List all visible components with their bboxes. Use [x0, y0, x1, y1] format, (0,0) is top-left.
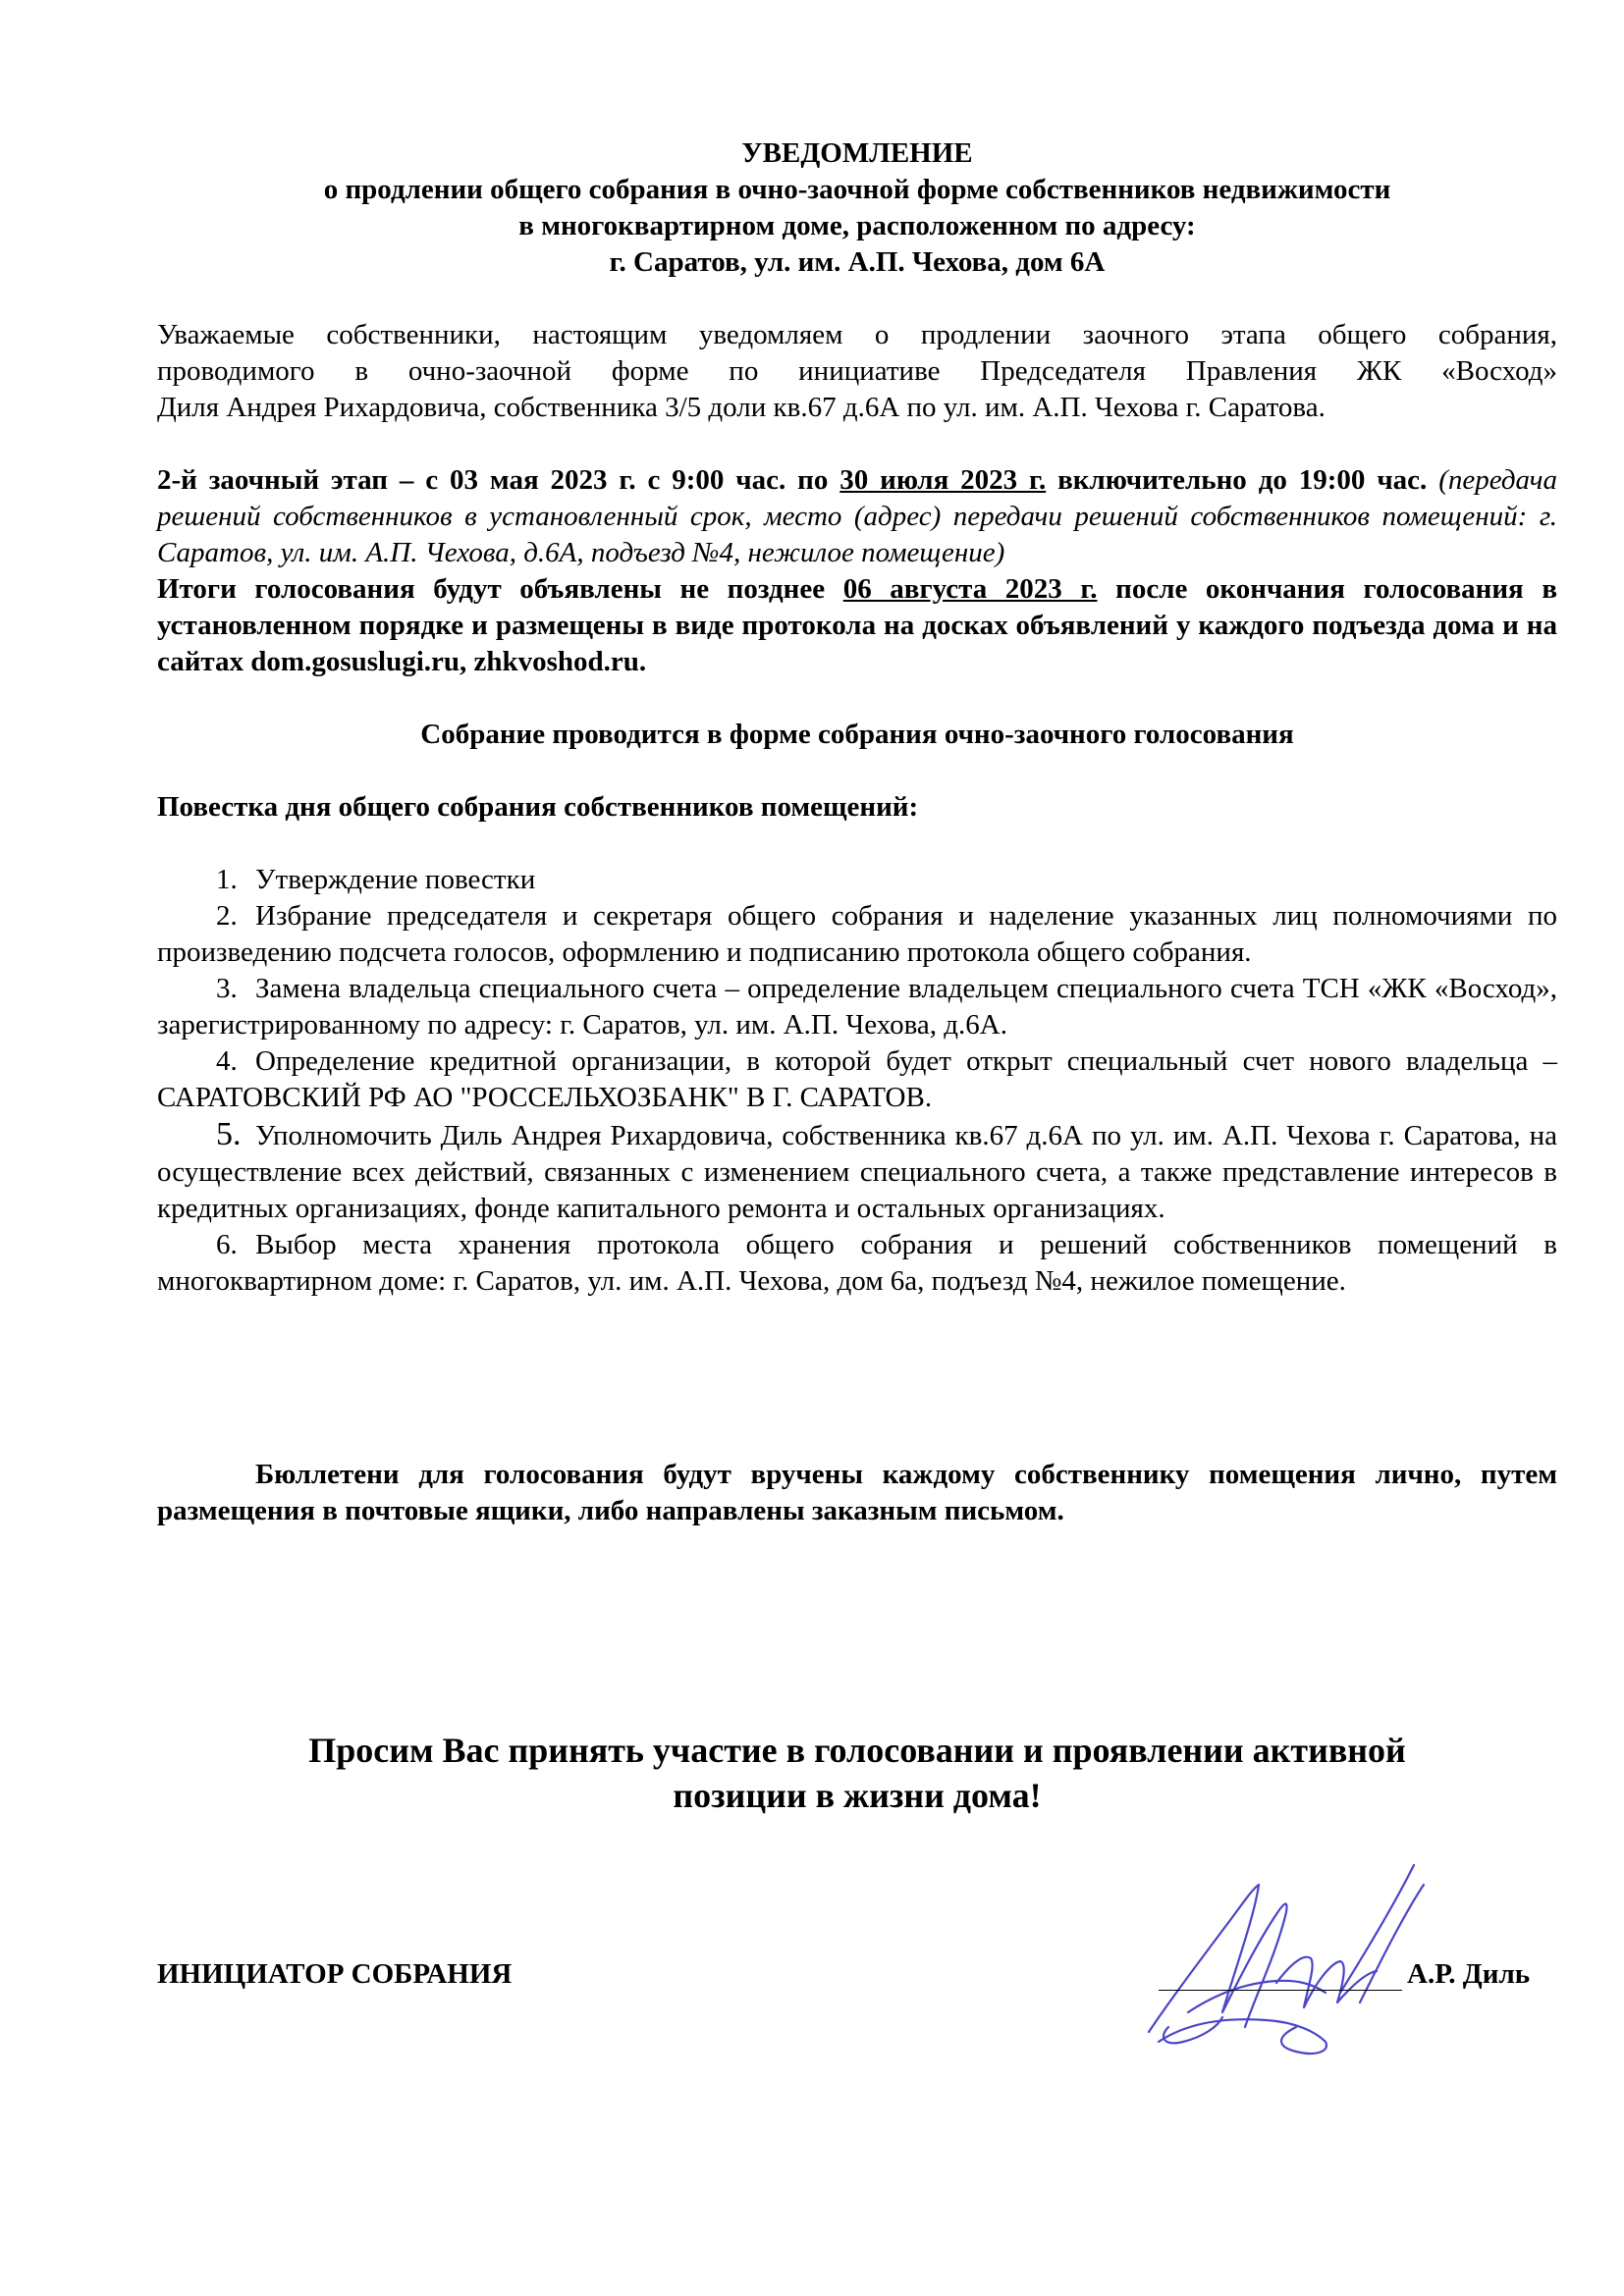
stage-paragraph: [157, 462, 1557, 571]
agenda-item-number: 3.: [216, 973, 238, 1004]
stage-end-date: 30 июля 2023 г.: [839, 464, 1047, 496]
agenda-item-number: 6.: [216, 1229, 238, 1260]
results-text-start: Итоги голосования будут объявлены не позднее: [157, 573, 843, 605]
signature-line: [1159, 1990, 1402, 1991]
intro-line-3: Диля Андрея Рихардовича, собственника 3/5 доли кв.67 д.6А по ул. им. А.П. Чехова г. Саратова.: [157, 392, 1326, 423]
agenda-item-text: Утверждение повестки: [255, 864, 536, 895]
title-address: г. Саратов, ул. им. А.П. Чехова, дом 6А: [609, 246, 1106, 278]
appeal-block: [157, 1728, 1557, 1818]
initiator-label: ИНИЦИАТОР СОБРАНИЯ: [157, 1958, 513, 1990]
results-date: 06 августа 2023 г.: [842, 573, 1098, 605]
stage-period-text: 2-й заочный этап – с 03 мая 2023 г. с 9:00 час. по: [157, 464, 840, 496]
title-subheading-line-1: о продлении общего собрания в очно-заочной форме собственников недвижимости: [323, 174, 1391, 205]
document-title: [157, 135, 1557, 281]
results-text-end: после окончания голосования в установленном порядке и размещены в виде протокола на досках объявлений у каждого подъезда дома и на сайтах dom.gosuslugi.ru, zhkvoshod.ru.: [157, 573, 1557, 677]
agenda-item-6: [157, 1227, 1557, 1300]
intro-line-2: проводимого в очно-заочной форме по инициативе Председателя Правления ЖК «Восход»: [157, 355, 1557, 387]
results-paragraph: [157, 571, 1557, 680]
agenda-item-number: 1.: [216, 864, 238, 895]
intro-paragraph: [157, 317, 1557, 426]
stage-end-time: включительно до 19:00 час.: [1046, 464, 1428, 496]
agenda-item-number: 2.: [216, 900, 238, 932]
meeting-form-heading: Собрание проводится в форме собрания очно-заочного голосования: [420, 719, 1294, 750]
agenda-item-text: Замена владельца специального счета – определение владельцем специального счета ТСН «ЖК «Восход», зарегистрированному по адресу: г. Саратов, ул. им. А.П. Чехова, д.6А.: [157, 973, 1557, 1041]
signatory-name: А.Р. Диль: [1407, 1958, 1531, 1990]
bulletins-paragraph: Бюллетени для голосования будут вручены каждому собственнику помещения лично, путем размещения в почтовые ящики, либо направлены заказным письмом.: [157, 1459, 1557, 1526]
agenda-item-2: [157, 898, 1557, 971]
appeal-line-1: Просим Вас принять участие в голосовании и проявлении активной: [308, 1731, 1406, 1770]
agenda-item-5: [157, 1116, 1557, 1227]
intro-line-1: Уважаемые собственники, настоящим уведомляем о продлении заочного этапа общего собрания,: [157, 319, 1557, 350]
agenda-item-4: [157, 1043, 1557, 1116]
agenda-list: [157, 862, 1557, 1300]
title-heading: УВЕДОМЛЕНИЕ: [741, 137, 973, 169]
agenda-heading: Повестка дня общего собрания собственников помещений:: [157, 791, 919, 823]
agenda-item-text: Уполномочить Диль Андрея Рихардовича, собственника кв.67 д.6А по ул. им. А.П. Чехова г. Саратова, на осуществление всех действий, связанных с изменением специального счета, а также представление интересов в кредитных организациях, фонде капитального ремонта и остальных организациях.: [157, 1120, 1557, 1224]
agenda-item-number: 5.: [216, 1116, 242, 1152]
agenda-item-text: Определение кредитной организации, в которой будет открыт специальный счет нового владельца – САРАТОВСКИЙ РФ АО "РОССЕЛЬХОЗБАНК" В Г. САРАТОВ.: [157, 1045, 1557, 1113]
agenda-item-number: 4.: [216, 1045, 238, 1077]
title-subheading-line-2: в многоквартирном доме, расположенном по адресу:: [518, 210, 1196, 241]
agenda-item-text: Избрание председателя и секретаря общего собрания и наделение указанных лиц полномочиями по произведению подсчета голосов, оформлению и подписанию протокола общего собрания.: [157, 900, 1557, 968]
agenda-item-1: [157, 862, 1557, 898]
agenda-item-3: [157, 971, 1557, 1043]
agenda-item-text: Выбор места хранения протокола общего собрания и решений собственников помещений в многоквартирном доме: г. Саратов, ул. им. А.П. Чехова, дом 6а, подъезд №4, нежилое помещение.: [157, 1229, 1557, 1297]
appeal-line-2: позиции в жизни дома!: [673, 1776, 1042, 1815]
stage-note: (передача решений собственников в установленный срок, место (адрес) передачи решений собственников помещений: г. Саратов, ул. им. А.П. Чехова, д.6А, подъезд №4, нежилое помещение): [157, 464, 1558, 568]
document-body: [157, 135, 1557, 1529]
